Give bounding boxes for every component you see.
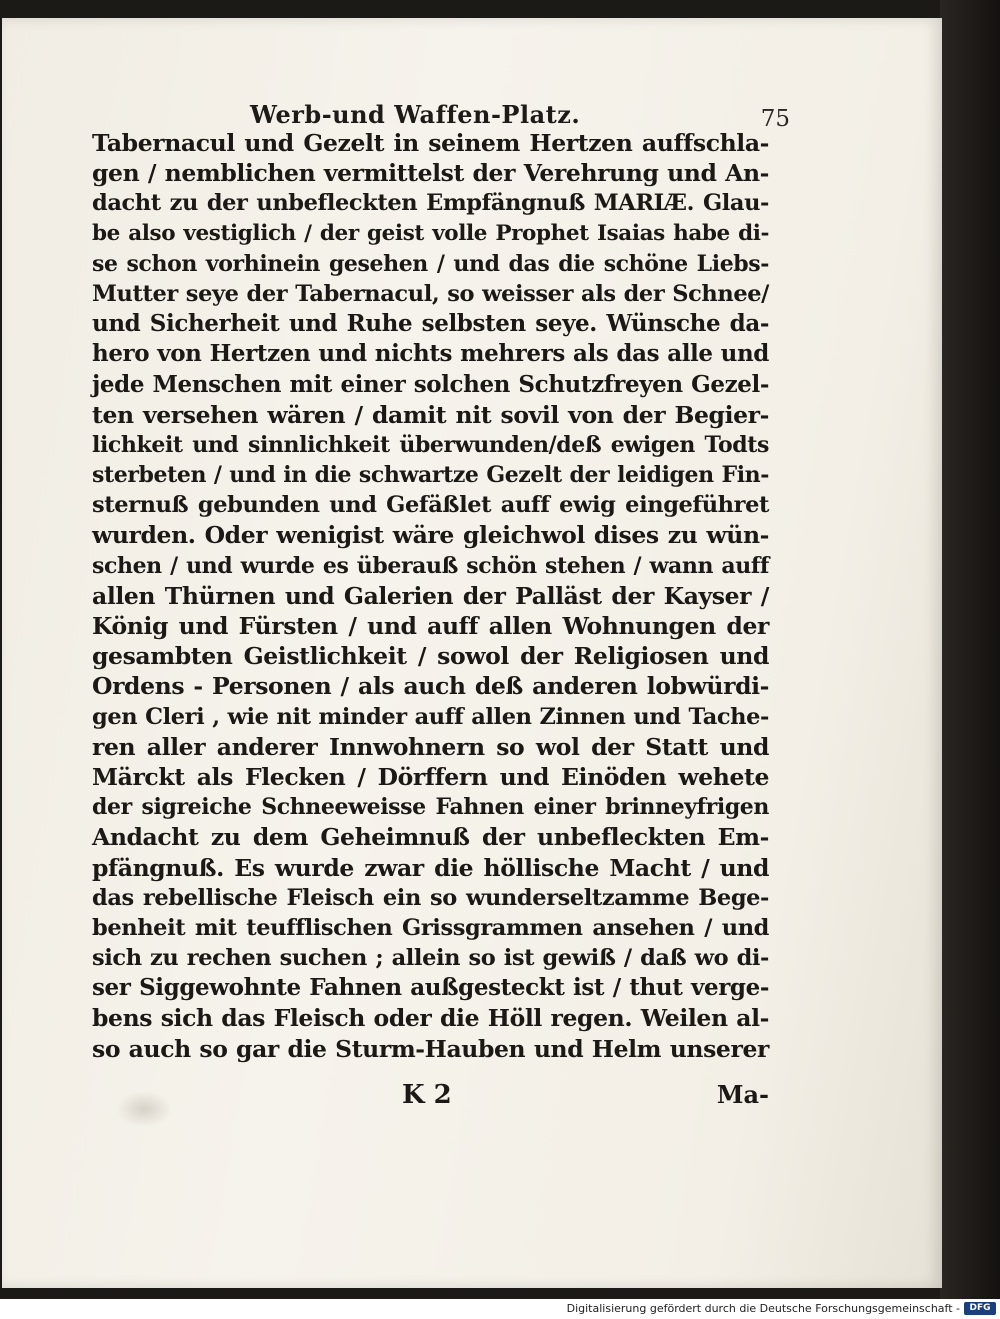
running-title: Werb-und Waffen-Platz. [250,100,581,129]
text-line: se schon vorhinein gesehen / und das die schöne Liebs- [92,250,769,277]
text-line: König und Fürsten / und auff allen Wohnungen der [92,612,769,640]
text-line: jede Menschen mit einer solchen Schutzfreyen Gezel- [92,370,769,398]
text-line: sterbeten / und in die schwartze Gezelt der leidigen Fin- [92,462,769,489]
text-line: allen Thürnen und Galerien der Palläst der Kayser / [92,581,769,610]
dfg-logo-icon: DFG [964,1302,996,1315]
text-line: der sigreiche Schneeweisse Fahnen einer brinneyfrigen [92,794,769,821]
text-line: lichkeit und sinnlichkeit überwunden/deß ewigen Todts [92,431,769,458]
body-text [92,128,769,1064]
page-number: 75 [760,106,790,132]
text-line: Märckt als Flecken / Dörffern und Einöden wehete [92,762,769,791]
footer-bar [0,1299,1000,1319]
text-line: hero von Hertzen und nichts mehrers als das alle und [92,340,769,368]
text-line: Mutter seye der Tabernacul, so weisser als der Schnee/ [92,280,769,307]
text-line: sich zu rechen suchen ; allein so ist gewiß / daß wo di- [92,945,769,972]
text-line: ser Siggewohnte Fahnen außgesteckt ist / thut verge- [92,974,769,1002]
text-line: ren aller anderer Innwohnern so wol der Statt und [92,732,769,761]
text-line: be also vestiglich / der geist volle Prophet Isaias habe di- [92,220,769,246]
text-line: Andacht zu dem Geheimnuß der unbefleckten Em- [92,823,769,852]
text-line: gen Cleri , wie nit minder auff allen Zinnen und Tache- [92,703,769,730]
text-line: wurden. Oder wenigist wäre gleichwol dises zu wün- [92,521,769,550]
text-line: dacht zu der unbefleckten Empfängnuß MARIÆ. Glau- [92,190,769,217]
text-line: Ordens - Personen / als auch deß anderen lobwürdi- [92,672,769,701]
text-line: und Sicherheit und Ruhe selbsten seye. Wünsche da- [92,310,769,338]
text-line: Tabernacul und Gezelt in seinem Hertzen auffschla- [92,129,769,157]
text-line: pfängnuß. Es wurde zwar die höllische Macht / und [92,853,769,882]
catchword: Ma- [716,1080,769,1109]
text-line: bens sich das Fleisch oder die Höll regen. Weilen al- [92,1004,769,1033]
funding-credit: Digitalisierung gefördert durch die Deutsche Forschungsgemeinschaft - [566,1302,960,1315]
text-line: das rebellische Fleisch ein so wunderseltzamme Bege- [92,884,769,911]
signature-mark: K 2 [402,1080,452,1110]
text-line: so auch so gar die Sturm-Hauben und Helm unserer [92,1034,769,1063]
text-line: benheit mit teufflischen Grissgrammen ansehen / und [92,914,769,941]
text-line: gen / nemblichen vermittelst der Verehrung und An- [92,159,769,188]
text-line: schen / und wurde es überauß schön stehen / wann auff [92,552,769,579]
text-line: ten versehen wären / damit nit sovil von der Begier- [92,400,769,429]
page-foot [92,1080,769,1120]
text-line: gesambten Geistlichkeit / sowol der Religiosen und [92,642,769,671]
text-line: sternuß gebunden und Gefäßlet auff ewig eingeführet [92,492,769,519]
